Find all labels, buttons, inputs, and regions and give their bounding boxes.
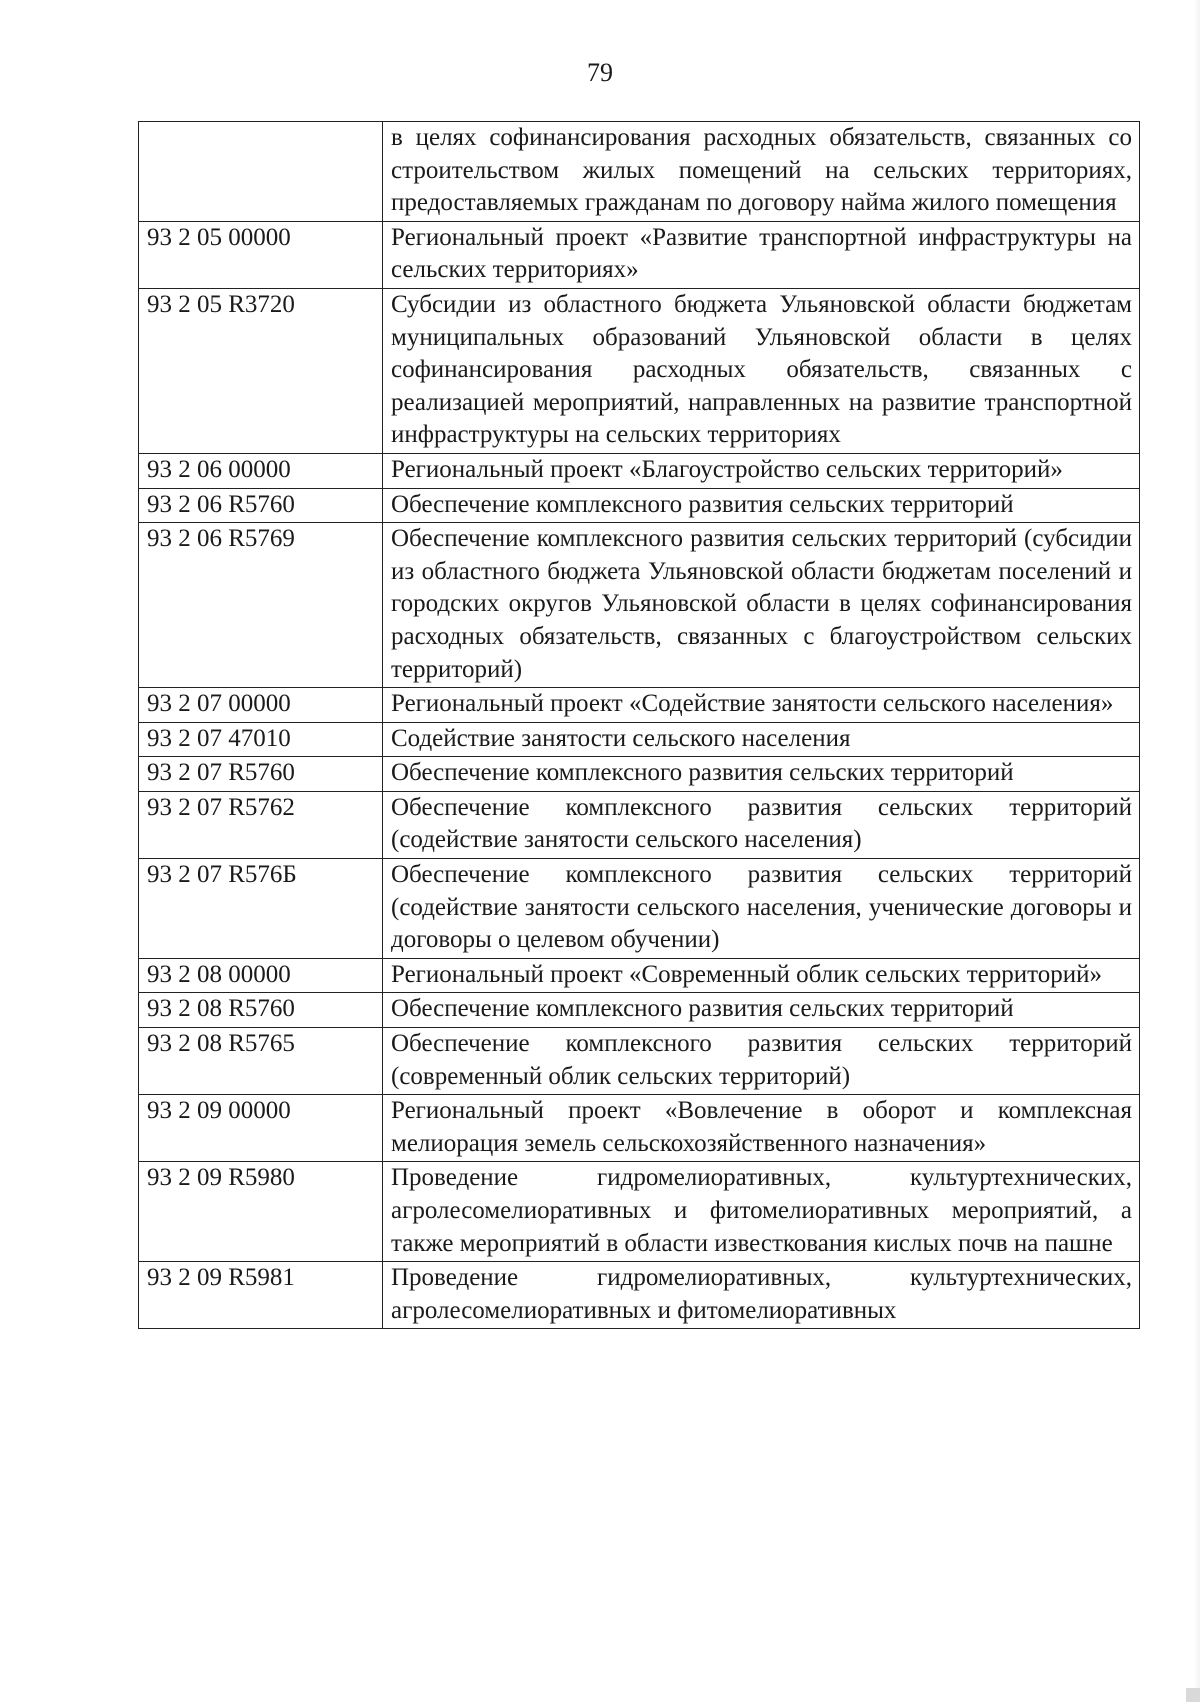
row-code-cell: 93 2 07 R5762 [139,791,383,858]
row-code-cell: 93 2 07 R576Б [139,859,383,959]
table-row [139,453,1140,488]
page-number: 79 [587,58,613,87]
table-body [139,122,1140,1329]
row-description-cell: Проведение гидромелиоративных, культуртехнических, агролесомелиоративных и фитомелиоративных мероприятий, а также мероприятий в области известкования кислых почв на пашне [383,1162,1140,1262]
table-row [139,288,1140,453]
row-code-cell: 93 2 05 R3720 [139,288,383,453]
row-code-cell: 93 2 09 R5981 [139,1262,383,1329]
row-code-cell: 93 2 08 R5760 [139,993,383,1028]
table-row [139,757,1140,792]
table-row [139,1262,1140,1329]
row-description-cell: Региональный проект «Современный облик сельских территорий» [383,958,1140,993]
table-row [139,488,1140,523]
row-code-cell: 93 2 07 R5760 [139,757,383,792]
row-code-cell: 93 2 07 00000 [139,688,383,723]
row-code-cell: 93 2 09 00000 [139,1095,383,1162]
table-row [139,1162,1140,1262]
row-description-cell: Обеспечение комплексного развития сельских территорий (содействие занятости сельского населения, ученические договоры и договоры о целевом обучении) [383,859,1140,959]
budget-code-table [138,121,1140,1329]
row-description-cell: Содействие занятости сельского населения [383,722,1140,757]
table-row [139,1095,1140,1162]
row-code-cell: 93 2 05 00000 [139,221,383,288]
row-description-cell: Региональный проект «Развитие транспортной инфраструктуры на сельских территориях» [383,221,1140,288]
table-row [139,859,1140,959]
row-description-cell: Обеспечение комплексного развития сельских территорий (содействие занятости сельского населения) [383,791,1140,858]
table-row [139,688,1140,723]
table-row [139,722,1140,757]
table-row [139,122,1140,222]
table-row [139,993,1140,1028]
row-description-cell: в целях софинансирования расходных обязательств, связанных со строительством жилых помещений на сельских территориях, предоставляемых гражданам по договору найма жилого помещения [383,122,1140,222]
row-description-cell: Обеспечение комплексного развития сельских территорий [383,488,1140,523]
table-row [139,221,1140,288]
row-code-cell: 93 2 07 47010 [139,722,383,757]
row-code-cell: 93 2 08 R5765 [139,1028,383,1095]
table-row [139,1028,1140,1095]
scan-corner [1186,1688,1200,1702]
row-code-cell: 93 2 09 R5980 [139,1162,383,1262]
row-code-cell: 93 2 06 00000 [139,453,383,488]
row-description-cell: Субсидии из областного бюджета Ульяновской области бюджетам муниципальных образований Ульяновской области в целях софинансирования расходных обязательств, связанных с реализацией мероприятий, направленных на развитие транспортной инфраструктуры на сельских территориях [383,288,1140,453]
row-description-cell: Региональный проект «Вовлечение в оборот и комплексная мелиорация земель сельскохозяйственного назначения» [383,1095,1140,1162]
table-row [139,958,1140,993]
row-code-cell: 93 2 08 00000 [139,958,383,993]
row-code-cell [139,122,383,222]
row-description-cell: Обеспечение комплексного развития сельских территорий [383,757,1140,792]
row-description-cell: Проведение гидромелиоративных, культуртехнических, агролесомелиоративных и фитомелиоративных [383,1262,1140,1329]
table-row [139,523,1140,688]
row-code-cell: 93 2 06 R5760 [139,488,383,523]
row-description-cell: Обеспечение комплексного развития сельских территорий (субсидии из областного бюджета Ульяновской области бюджетам поселений и городских округов Ульяновской области в целях софинансирования расходных обязательств, связанных с благоустройством сельских территорий) [383,523,1140,688]
scan-edge [1194,0,1200,1702]
row-description-cell: Обеспечение комплексного развития сельских территорий [383,993,1140,1028]
row-description-cell: Региональный проект «Благоустройство сельских территорий» [383,453,1140,488]
table-row [139,791,1140,858]
row-description-cell: Обеспечение комплексного развития сельских территорий (современный облик сельских территорий) [383,1028,1140,1095]
row-description-cell: Региональный проект «Содействие занятости сельского населения» [383,688,1140,723]
row-code-cell: 93 2 06 R5769 [139,523,383,688]
